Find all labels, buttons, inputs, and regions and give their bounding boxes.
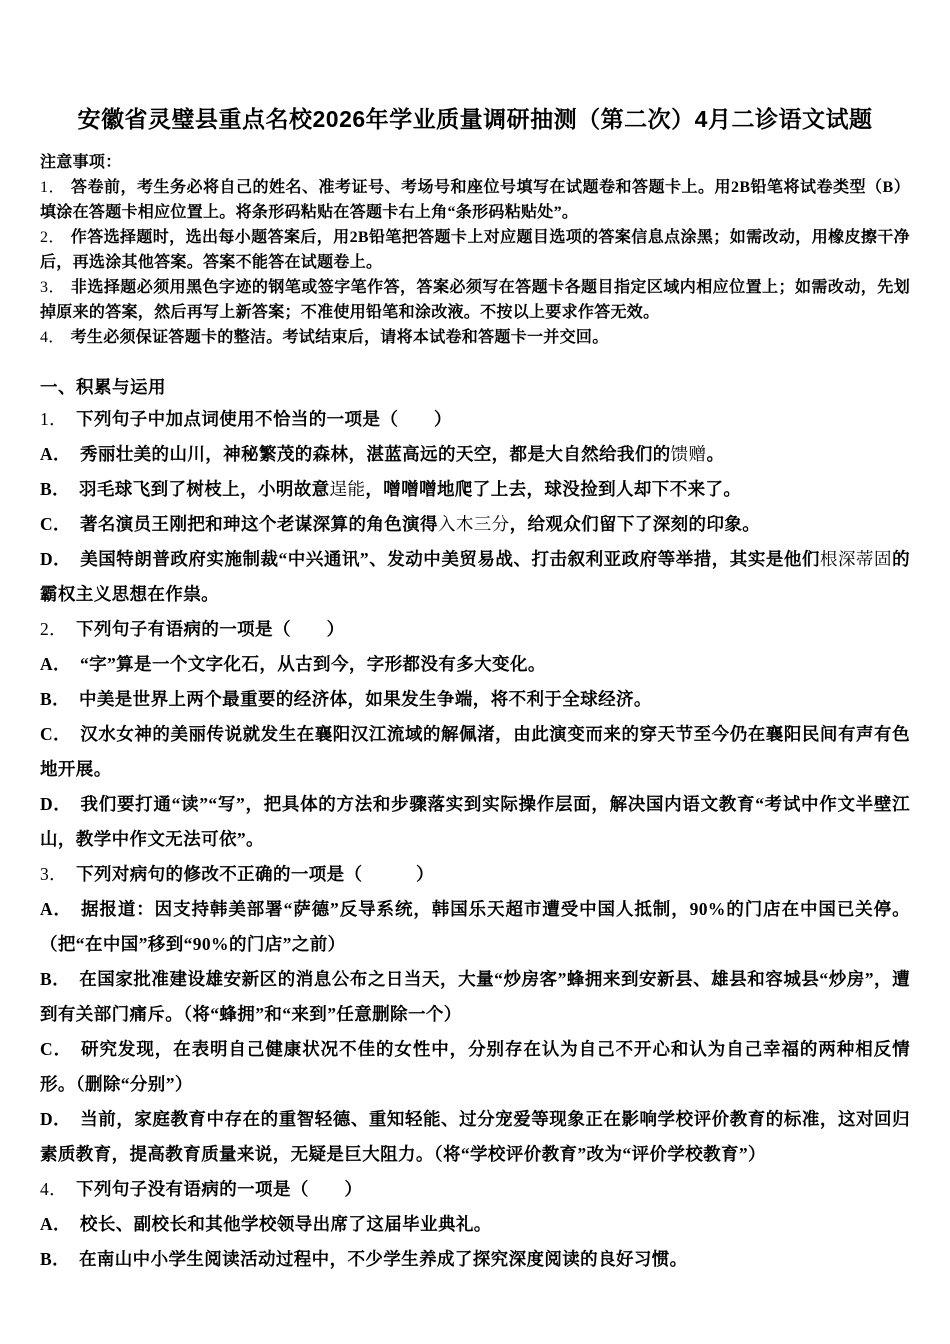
option-label: B． <box>40 1249 70 1269</box>
option-text: 在国家批准建设雄安新区的消息公布之日当天，大量“炒房客”蜂拥来到安新县、雄县和容城县“炒房”，遭到有关部门痛斥。（将“蜂拥”和“来到”任意删除一个） <box>40 969 910 1024</box>
notice-item-text: 考生必须保证答题卡的整洁。考试结束后，请将本试卷和答题卡一并交回。 <box>70 329 609 346</box>
option-c <box>40 717 910 787</box>
option-d <box>40 1102 910 1172</box>
option-emphasized-word: 馈赠 <box>670 444 707 464</box>
option-text: 校长、副校长和其他学校领导出席了这届毕业典礼。 <box>79 1214 492 1234</box>
option-text: 汉水女神的美丽传说就发生在襄阳汉江流域的解佩渚，由此演变而来的穿天节至今仍在襄阳民间有声有色地开展。 <box>40 724 910 779</box>
option-text: “字”算是一个文字化石，从古到今，字形都没有多大变化。 <box>79 654 546 674</box>
option-text: 羽毛球飞到了树枝上，小明故意 <box>78 479 330 499</box>
option-text: 当前，家庭教育中存在的重智轻德、重知轻能、过分宠爱等现象正在影响学校评价教育的标准，这对回归素质教育，提高教育质量来说，无疑是巨大阻力。（将“学校评价教育”改为“评价学校教育”） <box>40 1109 910 1164</box>
notice-item-text: 作答选择题时，选出每小题答案后，用2B铅笔把答题卡上对应题目选项的答案信息点涂黑；如需改动，用橡皮擦干净后，再选涂其他答案。答案不能答在试题卷上。 <box>40 229 910 271</box>
question-stem-text: 下列对病句的修改不正确的一项是（ ） <box>76 864 435 884</box>
question-2 <box>40 612 910 857</box>
option-a <box>40 437 910 472</box>
option-a <box>40 647 910 682</box>
option-b <box>40 962 910 1032</box>
option-text: 的霸权主义思想在作祟。 <box>40 549 910 604</box>
option-a <box>40 892 910 962</box>
question-number: 3． <box>40 864 68 884</box>
notice-item-number: 4． <box>40 329 65 346</box>
option-text: 秀丽壮美的山川，神秘繁茂的森林，湛蓝高远的天空，都是大自然给我们的 <box>79 444 671 464</box>
option-label: A． <box>40 444 71 464</box>
notice-item-number: 1． <box>40 179 66 196</box>
notice-section <box>40 150 910 350</box>
option-label: D． <box>40 794 72 814</box>
option-label: D． <box>40 549 72 569</box>
option-text: 中美是世界上两个最重要的经济体，如果发生争端，将不利于全球经济。 <box>78 689 652 709</box>
option-text: 据报道：因支持韩美部署“萨德”反导系统，韩国乐天超市遭受中国人抵制，90%的门店在中国已关停。（把“在中国”移到“90%的门店”之前） <box>40 899 910 954</box>
notice-item-text: 答卷前，考生务必将自己的姓名、准考证号、考场号和座位号填写在试题卷和答题卡上。用2B铅笔将试卷类型（B）填涂在答题卡相应位置上。将条形码粘贴在答题卡右上角“条形码粘贴处”。 <box>40 179 910 221</box>
notice-item <box>40 175 910 225</box>
option-b <box>40 472 910 507</box>
option-label: D． <box>40 1109 72 1129</box>
question-3 <box>40 857 910 1172</box>
option-text: ，噌噌噌地爬了上去，球没捡到人却下不来了。 <box>365 479 742 499</box>
option-label: B． <box>40 479 70 499</box>
option-label: B． <box>40 689 70 709</box>
page-title: 安徽省灵璧县重点名校2026年学业质量调研抽测（第二次）4月二诊语文试题 <box>77 106 873 132</box>
option-label: C． <box>40 1039 73 1059</box>
question-number: 4． <box>40 1179 68 1199</box>
option-text: ，给观众们留下了深刻的印象。 <box>509 514 761 534</box>
question-1 <box>40 402 910 612</box>
option-label: A． <box>40 899 72 919</box>
notice-item <box>40 225 910 275</box>
question-number: 2． <box>40 619 68 639</box>
option-d <box>40 542 910 612</box>
option-label: C． <box>40 724 72 744</box>
question-stem <box>40 402 910 437</box>
question-stem-text: 下列句子没有语病的一项是（ ） <box>76 1179 363 1199</box>
option-text: 在南山中小学生阅读活动过程中，不少学生养成了探究深度阅读的良好习惯。 <box>78 1249 688 1269</box>
option-text: 美国特朗普政府实施制裁“中兴通讯”、发动中美贸易战、打击叙利亚政府等举措，其实是他们 <box>80 549 820 569</box>
notice-item-number: 3． <box>40 279 65 296</box>
notice-item-number: 2． <box>40 229 65 246</box>
notice-heading: 注意事项： <box>40 154 122 171</box>
option-b <box>40 1242 910 1277</box>
questions-section <box>40 402 910 1277</box>
option-b <box>40 682 910 717</box>
option-d <box>40 787 910 857</box>
question-stem <box>40 612 910 647</box>
option-c <box>40 1032 910 1102</box>
question-stem-text: 下列句子中加点词使用不恰当的一项是（ ） <box>76 409 452 429</box>
option-label: C． <box>40 514 71 534</box>
option-text: 。 <box>706 444 725 464</box>
option-a <box>40 1207 910 1242</box>
option-emphasized-word: 逞能 <box>329 479 366 499</box>
option-text: 研究发现，在表明自己健康状况不佳的女性中，分别存在认为自己不开心和认为自己幸福的两种相反情形。（删除“分别”） <box>40 1039 910 1094</box>
option-text: 我们要打通“读”“写”，把具体的方法和步骤落实到实际操作层面，解决国内语文教育“考试中作文半壁江山，教学中作文无法可依”。 <box>40 794 910 849</box>
question-stem <box>40 1172 910 1207</box>
option-c <box>40 507 910 542</box>
option-emphasized-word: 根深蒂固 <box>819 549 893 569</box>
question-stem <box>40 857 910 892</box>
notice-item-text: 非选择题必须用黑色字迹的钢笔或签字笔作答，答案必须写在答题卡各题目指定区域内相应位置上；如需改动，先划掉原来的答案，然后再写上新答案；不准使用铅笔和涂改液。不按以上要求作答无效。 <box>40 279 910 321</box>
question-number: 1． <box>40 409 68 429</box>
option-label: B． <box>40 969 71 989</box>
option-text: 著名演员王刚把和珅这个老谋深算的角色演得 <box>79 514 438 534</box>
question-4 <box>40 1172 910 1277</box>
notice-item <box>40 325 910 350</box>
option-emphasized-word: 入木三分 <box>437 514 510 534</box>
question-stem-text: 下列句子有语病的一项是（ ） <box>76 619 345 639</box>
option-label: A． <box>40 654 71 674</box>
section-heading: 一、积累与运用 <box>40 377 166 397</box>
notice-item <box>40 275 910 325</box>
option-label: A． <box>40 1214 71 1234</box>
